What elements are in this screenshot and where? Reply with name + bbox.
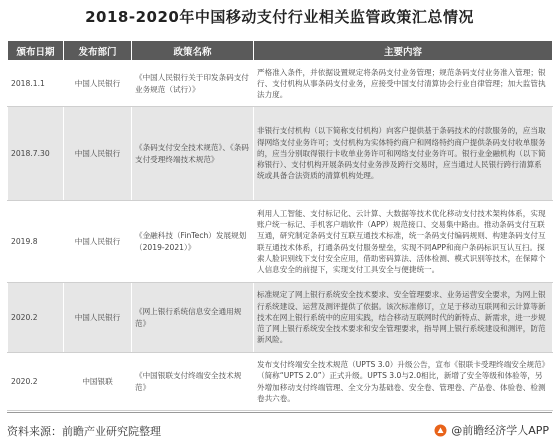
cell-main-content: 利用人工智能、支付标记化、云计算、大数据等技术优化移动支付技术架构体系，实现账户统一标记、手机客户端软件（APP）规范接口、交易集中路由。推动条码支付互联互通，研究制定条码支付互联互通技术标准，统一条码支付编码规则、构建条码支付互联互通技术体系，打通条码支付服务壁垒，实现不同APP和商户条码标识互认互扫。探索人脸识别线下支付安全应用，借助密码算法、活体检测、模式识别等技术，在保障个人信息安全的前提下，实现支付工具安全与便捷统一。 bbox=[254, 201, 553, 283]
brand-text: @前瞻经济学人APP bbox=[451, 424, 549, 437]
cell-date: 2020.2 bbox=[8, 353, 64, 411]
table-header-row bbox=[8, 41, 553, 61]
cell-date: 2020.2 bbox=[8, 283, 64, 353]
cell-department: 中国人民银行 bbox=[64, 283, 132, 353]
brand-logo-icon bbox=[434, 424, 447, 437]
brand-credit bbox=[434, 422, 549, 438]
cell-policy-name: 《网上银行系统信息安全通用规范》 bbox=[132, 283, 254, 353]
cell-main-content: 严格准入条件，并依据设置规定将条码支付业务管理；规范条码支付业务准入管理；银行、支付机构从事条码支付业务，应接受中国支付清算协会行业自律管理；加大监管执法力度。 bbox=[254, 61, 553, 107]
footer bbox=[0, 412, 559, 445]
table-row bbox=[8, 283, 553, 353]
cell-main-content: 非银行支付机构（以下简称支付机构）向客户提供基于条码技术的付款服务的，应当取得网络支付业务许可；支付机构为实体特约商户和网络特约商户提供条码支付收单服务的，应当分别取得银行卡收单业务许可和网络支付业务许可。银行业金融机构（以下简称银行）、支付机构开展条码支付业务涉及跨行交易时，应当通过人民银行跨行清算系统或具备合法资质的清算机构处理。 bbox=[254, 107, 553, 201]
column-header-policy-name: 政策名称 bbox=[132, 41, 254, 61]
cell-department: 中国人民银行 bbox=[64, 201, 132, 283]
cell-main-content: 发布支付终端安全技术规范（UPTS 3.0）升级公告，宣布《银联卡受理终端安全规范》（简称“UPTS 2.0”）正式升级。UPTS 3.0与2.0相比，新增了安全等级和体验等，另外增加移动支付终端管理、全文分为基础卷、安全卷、管理卷、产品卷、体验卷、检测卷共六卷。 bbox=[254, 353, 553, 411]
column-header-department: 发布部门 bbox=[64, 41, 132, 61]
cell-date: 2018.7.30 bbox=[8, 107, 64, 201]
cell-policy-name: 《中国银联支付终端安全技术规范》 bbox=[132, 353, 254, 411]
column-header-main-content: 主要内容 bbox=[254, 41, 553, 61]
cell-date: 2018.1.1 bbox=[8, 61, 64, 107]
cell-main-content: 标准规定了网上银行系统安全技术要求、安全管理要求、业务运营安全要求，为网上银行系统建设、运营及测评提供了依据。该次标准修订，立足于移动互联网和云计算等新技术在网上银行系统中的应用实践，结合移动互联网时代的新特点、新需求，进一步规范了网上银行系统安全技术要求和安全管理要求，指导网上银行系统建设和测评，防范新风险。 bbox=[254, 283, 553, 353]
cell-policy-name: 《条码支付安全技术规范》、《条码支付受理终端技术规范》 bbox=[132, 107, 254, 201]
policy-table bbox=[7, 40, 553, 411]
table-row bbox=[8, 353, 553, 411]
cell-department: 中国人民银行 bbox=[64, 107, 132, 201]
cell-department: 中国银联 bbox=[64, 353, 132, 411]
page-title: 2018-2020年中国移动支付行业相关监管政策汇总情况 bbox=[85, 8, 474, 26]
table-row bbox=[8, 107, 553, 201]
cell-date: 2019.8 bbox=[8, 201, 64, 283]
table-row bbox=[8, 61, 553, 107]
cell-department: 中国人民银行 bbox=[64, 61, 132, 107]
table-row bbox=[8, 201, 553, 283]
cell-policy-name: 《中国人民银行关于印发条码支付业务规范（试行）》 bbox=[132, 61, 254, 107]
column-header-date: 颁布日期 bbox=[8, 41, 64, 61]
footer-divider bbox=[7, 412, 552, 413]
source-note: 资料来源：前瞻产业研究院整理 bbox=[7, 425, 161, 438]
cell-policy-name: 《金融科技（FinTech）发展规划（2019-2021）》 bbox=[132, 201, 254, 283]
